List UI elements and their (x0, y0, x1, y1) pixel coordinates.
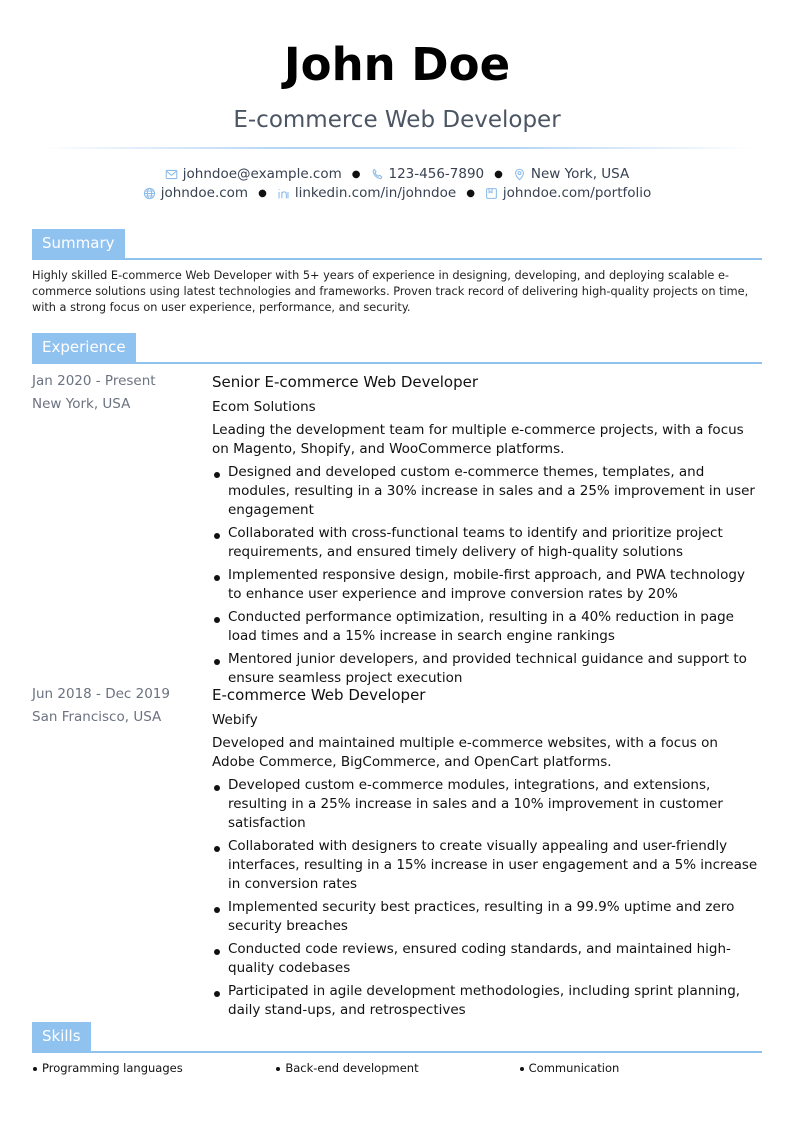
contact-row-links (0, 185, 794, 201)
separator-dot: ● (258, 187, 267, 199)
achievement-item: Collaborated with designers to create visually appealing and user-friendly interfaces, resulting in a 15% increase in user engagement and a 5% increase in conversion rates (212, 837, 762, 894)
website-text: johndoe.com (160, 185, 249, 201)
job-dates: Jun 2018 - Dec 2019 (32, 686, 170, 702)
mail-icon (165, 168, 178, 181)
skill-item: Communication (519, 1061, 762, 1075)
candidate-name: John Doe (283, 38, 511, 91)
contact-website[interactable] (143, 185, 248, 201)
section-header-skills (32, 1022, 762, 1053)
contact-portfolio[interactable] (485, 185, 651, 201)
achievement-item: Conducted code reviews, ensured coding standards, and maintained high-quality codebases (212, 940, 762, 978)
contact-email[interactable] (165, 166, 342, 182)
section-title: Experience (32, 333, 136, 363)
separator-dot: ● (494, 168, 503, 180)
achievement-item: Implemented security best practices, resulting in a 99.9% uptime and zero security breaches (212, 898, 762, 936)
contact-linkedin[interactable] (277, 185, 456, 201)
location-pin-icon (513, 168, 526, 181)
phone-icon (371, 168, 384, 181)
skill-item: Back-end development (275, 1061, 518, 1075)
skills-list (32, 1061, 762, 1075)
linkedin-icon (277, 187, 290, 200)
section-title: Summary (32, 229, 125, 259)
globe-icon (143, 187, 156, 200)
header-divider (40, 147, 754, 149)
job-details (212, 686, 762, 1024)
job-description: Leading the development team for multiple e-commerce projects, with a focus on Magento, Shopify, and WooCommerce platforms. (212, 422, 744, 457)
separator-dot: ● (466, 187, 475, 199)
skill-item: Programming languages (32, 1061, 275, 1075)
job-description: Developed and maintained multiple e-commerce websites, with a focus on Adobe Commerce, BigCommerce, and OpenCart platforms. (212, 735, 718, 770)
achievement-item: Collaborated with cross-functional teams to identify and prioritize project requirements, and ensured timely delivery of high-quality solutions (212, 524, 762, 562)
achievement-item: Participated in agile development methodologies, including sprint planning, daily stand-ups, and retrospectives (212, 982, 762, 1020)
separator-dot: ● (351, 168, 361, 180)
achievement-item: Mentored junior developers, and provided technical guidance and support to ensure seamless project execution (212, 650, 762, 688)
section-rule (32, 1051, 762, 1053)
location-text: New York, USA (530, 166, 630, 182)
portfolio-icon (485, 187, 498, 200)
job-dates: Jan 2020 - Present (32, 373, 156, 389)
job-company: Ecom Solutions (212, 399, 316, 415)
job-achievements (212, 776, 762, 1020)
section-rule (32, 362, 762, 364)
candidate-role: E-commerce Web Developer (233, 107, 561, 133)
portfolio-text: johndoe.com/portfolio (502, 185, 652, 201)
job-title: E-commerce Web Developer (212, 686, 426, 704)
section-title: Skills (32, 1022, 91, 1052)
section-rule (32, 258, 762, 260)
email-text: johndoe@example.com (182, 166, 342, 182)
job-location: San Francisco, USA (32, 709, 162, 725)
section-header-experience (32, 333, 762, 364)
contact-phone[interactable] (371, 166, 485, 182)
phone-text: 123-456-7890 (388, 166, 485, 182)
job-achievements (212, 463, 762, 688)
job-company: Webify (212, 712, 258, 728)
achievement-item: Implemented responsive design, mobile-first approach, and PWA technology to enhance user experience and improve conversion rates by 20% (212, 566, 762, 604)
job-title: Senior E-commerce Web Developer (212, 373, 479, 391)
linkedin-text: linkedin.com/in/johndoe (294, 185, 457, 201)
contact-location (513, 166, 629, 182)
section-header-summary (32, 229, 762, 260)
achievement-item: Developed custom e-commerce modules, integrations, and extensions, resulting in a 25% increase in sales and a 10% improvement in customer satisfaction (212, 776, 762, 833)
achievement-item: Conducted performance optimization, resulting in a 40% reduction in page load times and a 15% increase in search engine rankings (212, 608, 762, 646)
contact-row-primary (0, 166, 794, 182)
job-location: New York, USA (32, 396, 131, 412)
job-details (212, 373, 762, 692)
achievement-item: Designed and developed custom e-commerce themes, templates, and modules, resulting in a 30% increase in sales and a 25% improvement in user engagement (212, 463, 762, 520)
summary-text: Highly skilled E-commerce Web Developer with 5+ years of experience in designing, developing, and deploying scalable e-commerce solutions using latest technologies and frameworks. Proven track record of delivering high-quality projects on time, with a strong focus on user experience, performance, and security. (32, 269, 749, 314)
